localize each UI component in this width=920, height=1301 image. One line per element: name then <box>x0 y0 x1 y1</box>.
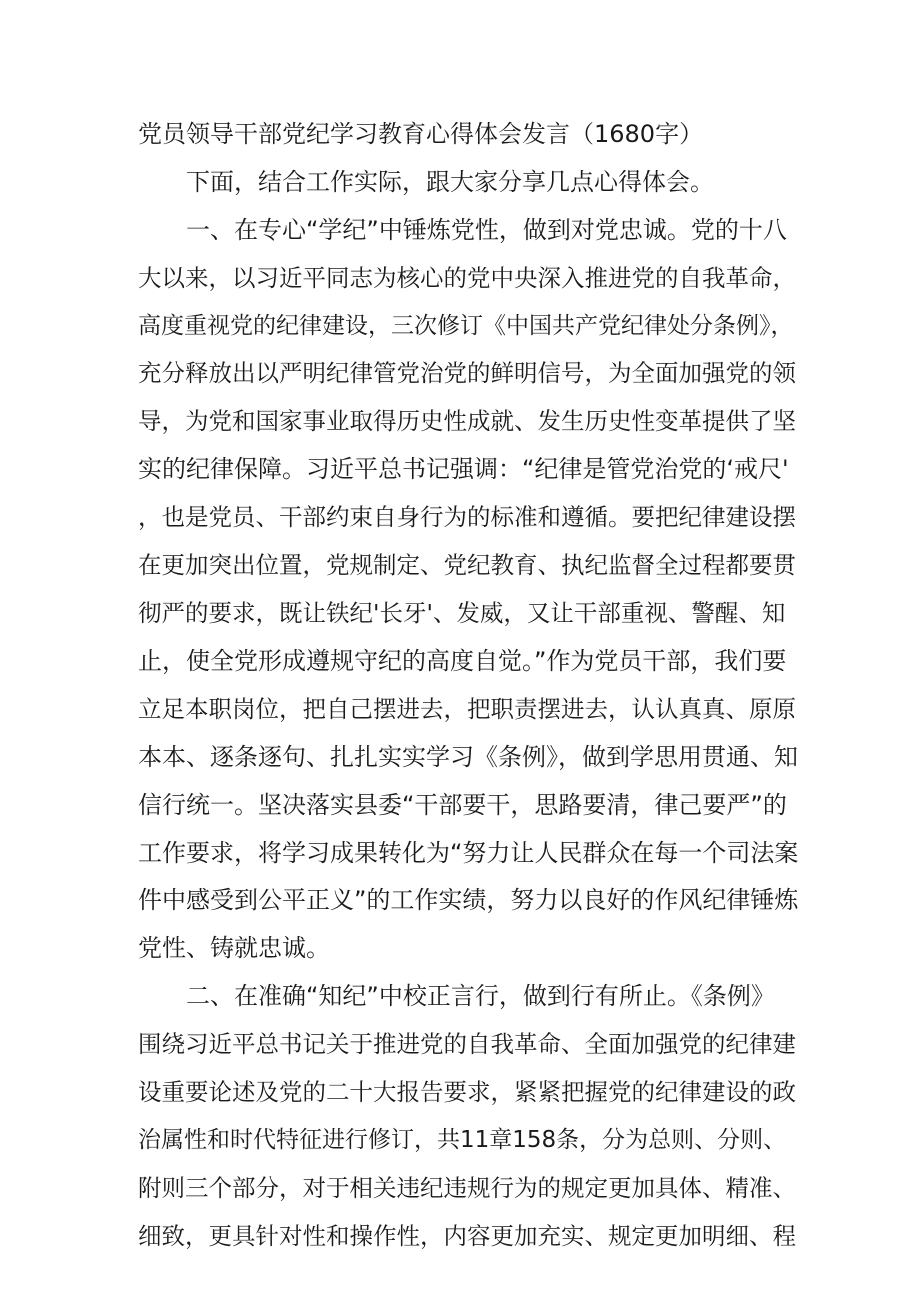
paragraph-line: 党性、铸就忠诚。 <box>138 934 330 962</box>
paragraph-line: 大以来，以习近平同志为核心的党中央深入推进党的自我革命， <box>138 264 796 292</box>
paragraph-line: 充分释放出以严明纪律管党治党的鲜明信号，为全面加强党的领 <box>138 359 796 387</box>
paragraph-line: 立足本职岗位，把自己摆进去，把职责摆进去，认认真真、原原 <box>138 695 796 723</box>
paragraph-line: 实的纪律保障。习近平总书记强调：“纪律是管党治党的‘戒尺' <box>138 455 789 483</box>
paragraph-line: 本本、逐条逐句、扎扎实实学习《条例》，做到学思用贯通、知 <box>138 743 798 771</box>
paragraph-line: 信行统一。坚决落实县委“干部要干，思路要清，律己要严”的 <box>138 791 787 819</box>
paragraph-line: 围绕习近平总书记关于推进党的自我革命、全面加强党的纪律建 <box>138 1030 796 1058</box>
document-title: 党员领导干部党纪学习教育心得体会发言（1680字） <box>138 120 704 148</box>
paragraph-line: ，也是党员、干部约束自身行为的标准和遵循。要把纪律建设摆 <box>138 503 796 531</box>
paragraph-line: 止，使全党形成遵规守纪的高度自觉。”作为党员干部，我们要 <box>138 647 787 675</box>
paragraph-line: 导，为党和国家事业取得历史性成就、发生历史性变革提供了坚 <box>138 407 796 435</box>
paragraph-line: 在更加突出位置，党规制定、党纪教育、执纪监督全过程都要贯 <box>138 551 796 579</box>
paragraph-line: 治属性和时代特征进行修订，共11章158条，分为总则、分则、 <box>138 1127 787 1153</box>
paragraph-line: 二、在准确“知纪”中校正言行，做到行有所止。《条例》 <box>186 982 775 1010</box>
paragraph-line: 一、在专心“学纪”中锤炼党性，做到对党忠诚。党的十八 <box>186 216 787 244</box>
paragraph-line: 工作要求，将学习成果转化为“努力让人民群众在每一个司法案 <box>138 839 798 867</box>
paragraph-line: 下面，结合工作实际，跟大家分享几点心得体会。 <box>186 168 714 196</box>
paragraph-line: 高度重视党的纪律建设，三次修订《中国共产党纪律处分条例》， <box>138 313 794 339</box>
paragraph-line: 细致，更具针对性和操作性，内容更加充实、规定更加明细、程 <box>138 1222 796 1250</box>
paragraph-line: 设重要论述及党的二十大报告要求，紧紧把握党的纪律建设的政 <box>138 1078 796 1106</box>
paragraph-line: 彻严的要求，既让铁纪'长牙'、发威，又让干部重视、警醒、知 <box>138 599 786 627</box>
paragraph-line: 附则三个部分，对于相关违纪违规行为的规定更加具体、精准、 <box>138 1174 796 1202</box>
paragraph-line: 件中感受到公平正义”的工作实绩，努力以良好的作风纪律锤炼 <box>138 886 798 914</box>
